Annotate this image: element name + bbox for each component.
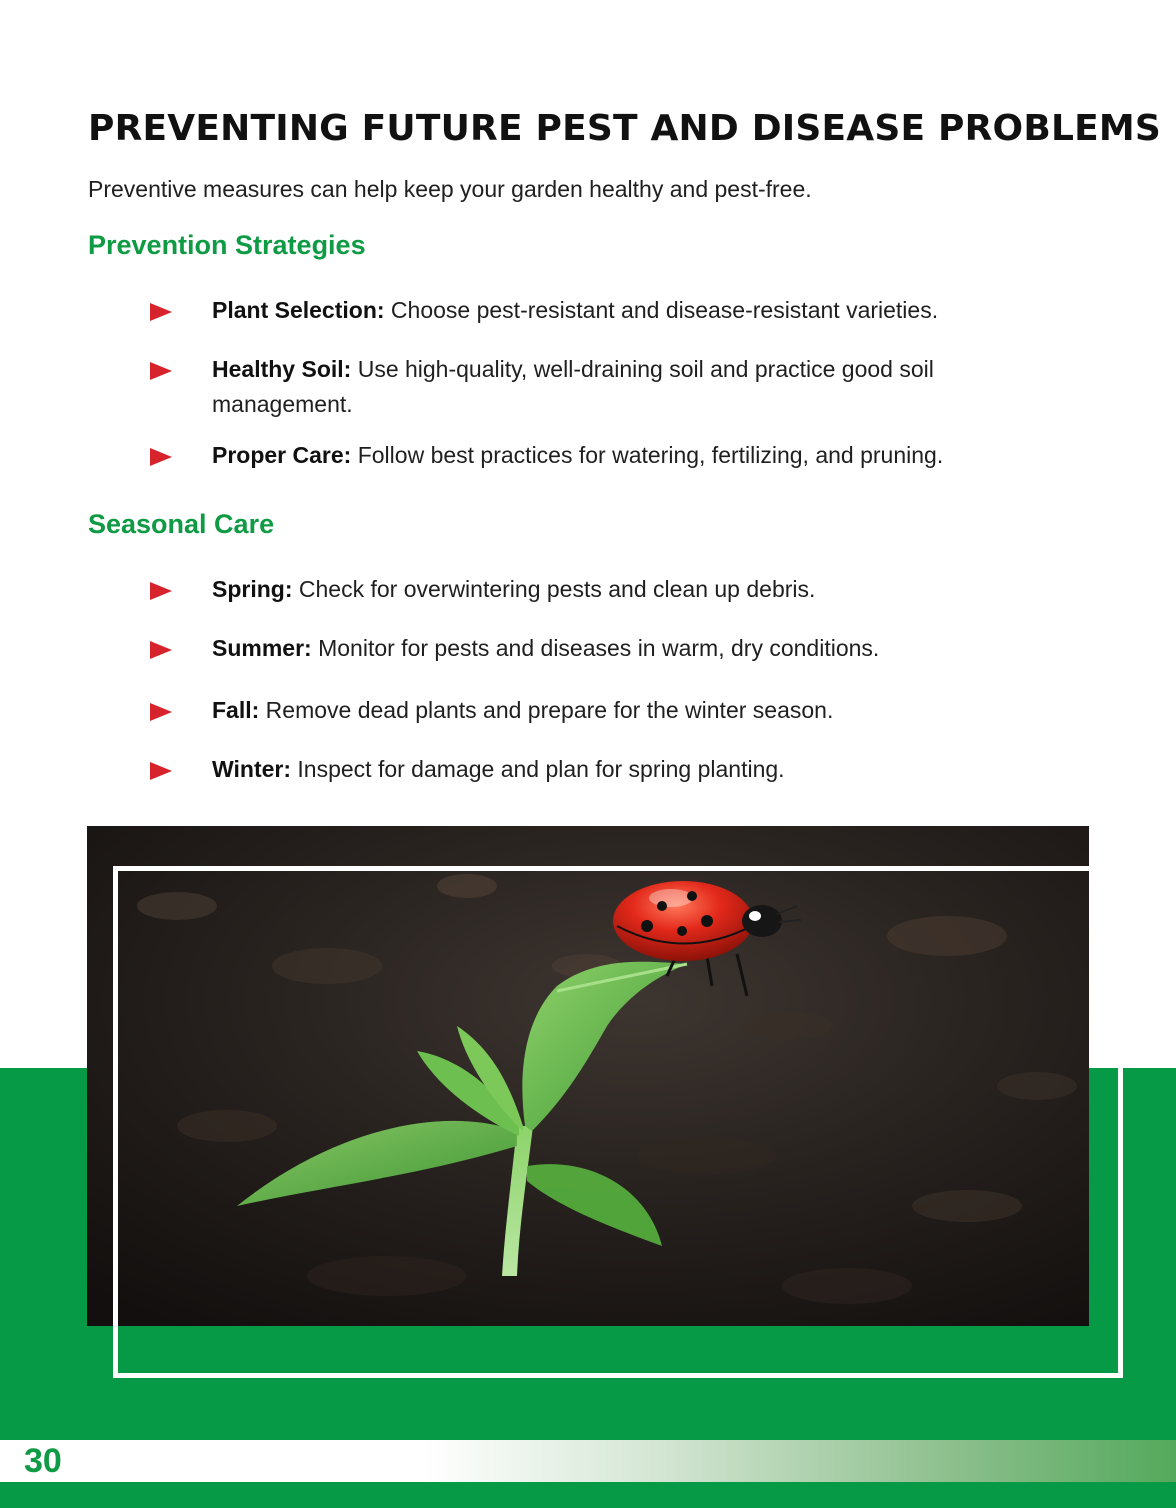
- item-text: Check for overwintering pests and clean up debris.: [292, 576, 816, 602]
- list-item: [150, 572, 1050, 607]
- item-term: Winter:: [212, 756, 292, 782]
- item-term: Healthy Soil:: [212, 356, 352, 382]
- bullet-arrow-icon: [150, 303, 172, 321]
- item-term: Proper Care:: [212, 442, 352, 468]
- item-term: Spring:: [212, 576, 293, 602]
- bullet-arrow-icon: [150, 703, 172, 721]
- list-item: [150, 693, 1050, 728]
- bullet-arrow-icon: [150, 641, 172, 659]
- bullet-arrow-icon: [150, 448, 172, 466]
- bullet-arrow-icon: [150, 362, 172, 380]
- bullet-arrow-icon: [150, 582, 172, 600]
- item-term: Summer:: [212, 635, 312, 661]
- item-text: Monitor for pests and diseases in warm, dry conditions.: [311, 635, 880, 661]
- bullet-arrow-icon: [150, 762, 172, 780]
- item-text: Use high-quality, well-draining soil and practice good soil management.: [212, 356, 934, 417]
- page-number: 30: [24, 1442, 62, 1480]
- list-item: [150, 438, 1050, 473]
- list-item: [150, 352, 1050, 422]
- footer-gradient-bar: [0, 1440, 1176, 1482]
- item-text: Choose pest-resistant and disease-resistant varieties.: [384, 297, 939, 323]
- list-item: [150, 293, 1050, 328]
- intro-text: Preventive measures can help keep your garden healthy and pest-free.: [88, 176, 812, 202]
- section-heading-seasonal: Seasonal Care: [88, 509, 275, 539]
- item-text: Inspect for damage and plan for spring planting.: [291, 756, 785, 782]
- item-text: Follow best practices for watering, fertilizing, and pruning.: [351, 442, 944, 468]
- item-text: Remove dead plants and prepare for the winter season.: [259, 697, 834, 723]
- photo-frame: [113, 866, 1123, 1378]
- item-term: Plant Selection:: [212, 297, 385, 323]
- list-item: [150, 631, 1050, 666]
- list-item: [150, 752, 1050, 787]
- item-term: Fall:: [212, 697, 260, 723]
- section-heading-prevention: Prevention Strategies: [88, 230, 366, 260]
- page-title: PREVENTING FUTURE PEST AND DISEASE PROBLEMS: [88, 108, 1162, 149]
